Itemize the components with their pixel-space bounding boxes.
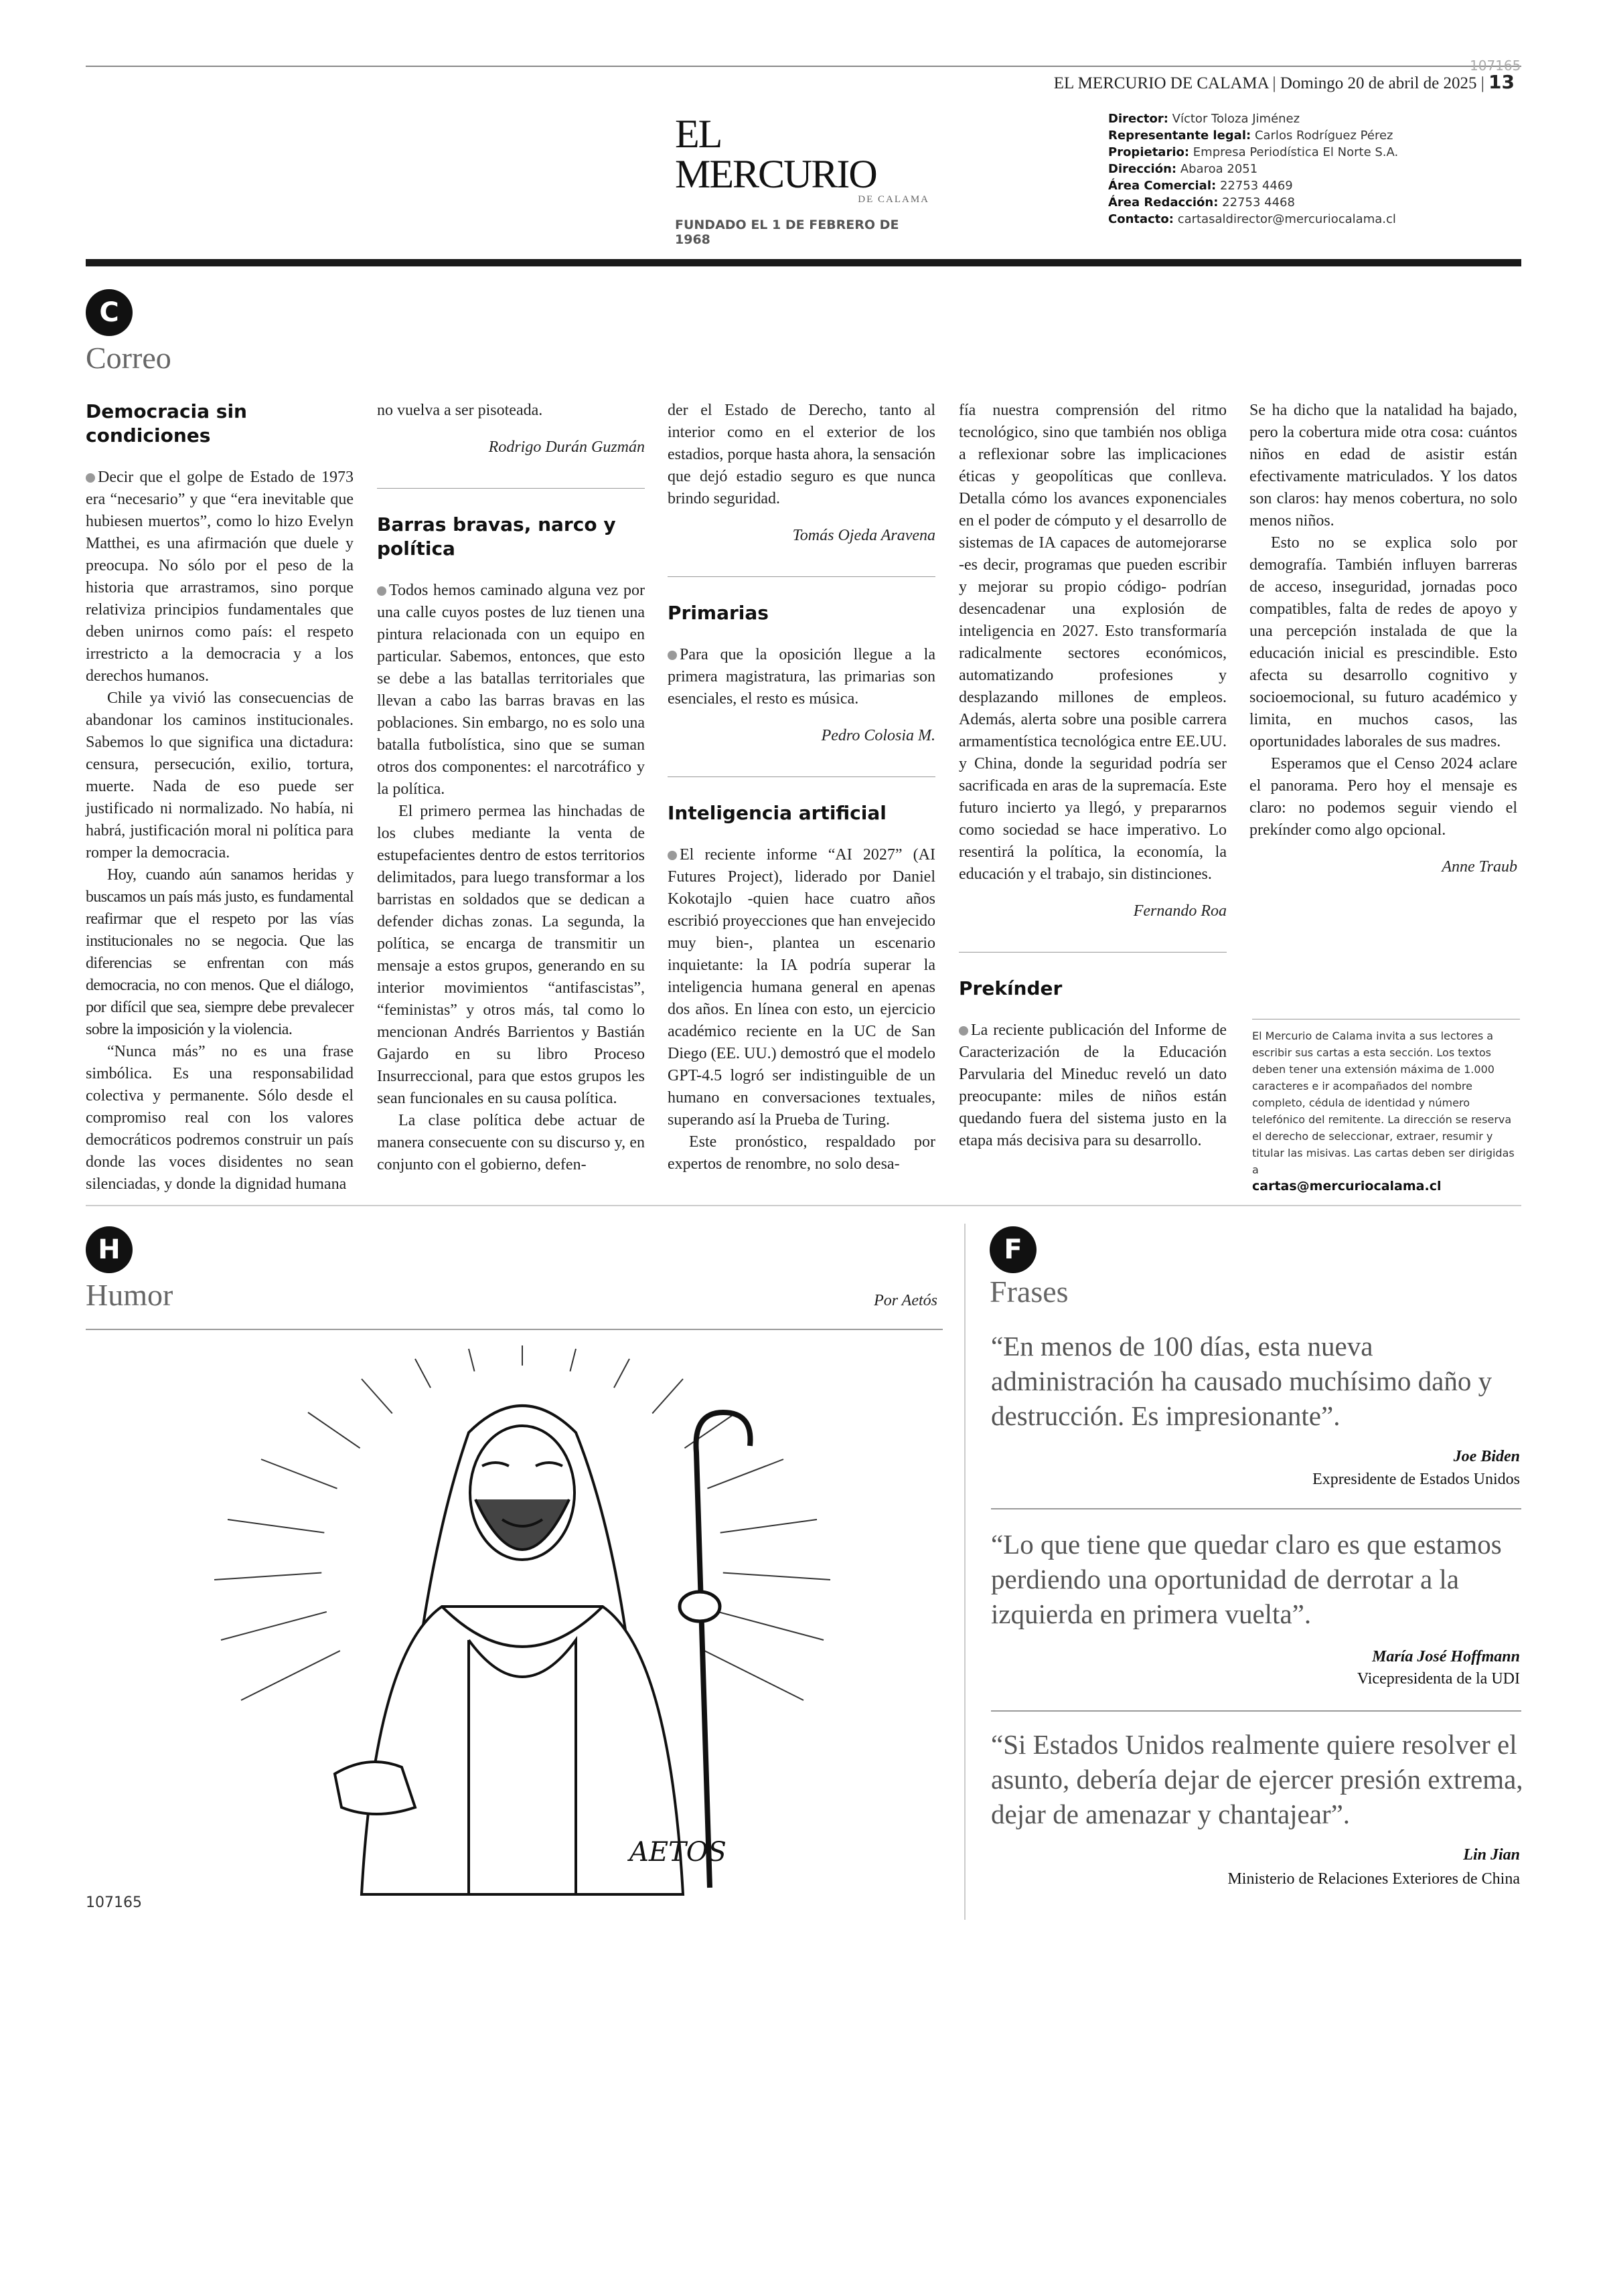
letter-paragraph — [668, 644, 935, 710]
quote-rule — [991, 1508, 1521, 1509]
section-title-correo: Correo — [86, 341, 171, 375]
staff-box — [1108, 110, 1398, 228]
edition-text: EL MERCURIO DE CALAMA | Domingo 20 de abril de 2025 | — [1053, 74, 1484, 92]
column-4 — [959, 400, 1227, 1152]
humor-rule — [86, 1329, 943, 1330]
letter-paragraph: no vuelva a ser pisoteada. — [377, 402, 543, 419]
paragraph-text: Para que la oposición llegue a la primera magistratura, las primarias son esenciales, el resto es música. — [668, 646, 935, 708]
staff-label: Área Redacción: — [1108, 195, 1219, 210]
quote-text: “En menos de 100 días, esta nueva administración ha causado muchísimo daño y destrucción. Es impresionante”. — [991, 1331, 1493, 1431]
cartoon-byline: Por Aetós — [874, 1292, 937, 1309]
edition-line — [1054, 71, 1515, 93]
letter-separator — [668, 576, 935, 577]
staff-value: Víctor Toloza Jiménez — [1172, 112, 1300, 126]
staff-row — [1108, 211, 1398, 228]
cartoon-illustration — [201, 1339, 857, 1901]
staff-label: Director: — [1108, 112, 1168, 126]
bullet-dot — [86, 473, 95, 483]
staff-row — [1108, 161, 1398, 177]
paragraph-text: La reciente publicación del Informe de Caracterización de la Educación Parvularia del Mineduc reveló un dato preocupante: miles de niños están quedando fuera del sistema justo en la etapa más decisiva para su desarrollo. — [959, 1021, 1227, 1149]
letter-paragraph: fía nuestra comprensión del ritmo tecnológico, sino que también nos obliga a reflexionar sobre las implicaciones éticas y geopolíticas que conlleva. Detalla cómo los avances exponenciales en el poder de cómputo y el desarrollo de sistemas de IA capaces de automejorarse -es decir, programas que pueden escribir y mejorar su propio código- podrían desencadenar una explosión de inteligencia en 2027. Esto transformaría radicalmente sectores económicos, automatizando profesiones y desplazando millones de empleos. Además, alerta sobre una posible carrera armamentística tecnológica entre EE.UU. y China, donde la seguridad podría ser sacrificada en aras de la supremacía. Este futuro incierto ya llegó, y prepararnos como sociedad se hace imperativo. Lo resentirá la política, la economía, la educación y el trabajo, sin distinciones. — [959, 402, 1227, 883]
paragraph-text: El reciente informe “AI 2027” (AI Futures Project), liderado por Daniel Kokotajlo -quien hace cuatro años escribió proyecciones que han envejecido muy bien-, plantea un escenario inquietante: la IA podría superar la inteligencia humana general en apenas dos años. En línea con esto, un ejercicio académico reciente en la UC de San Diego (EE. UU.) demostró que el modelo GPT-4.5 logró ser indistinguible de un humano en conversaciones textuales, superando así la Prueba de Turing. — [668, 846, 935, 1129]
masthead-title: EL MERCURIO — [675, 112, 876, 196]
page-id: 107165 — [1470, 58, 1521, 74]
page-code: 107165 — [86, 1894, 142, 1911]
founded-line: FUNDADO EL 1 DE FEBRERO DE 1968 — [675, 218, 899, 247]
notice-email[interactable]: cartas@mercuriocalama.cl — [1252, 1179, 1442, 1194]
letter-paragraph: Hoy, cuando aún sanamos heridas y buscamos un país más justo, es fundamental reafirmar que el respeto por las vías institucionales no se negocia. Que las diferencias se enfrentan con más democracia, no con menos. Que el diálogo, por difícil que sea, siempre debe prevalecer sobre la imposición y la violencia. — [86, 866, 354, 1038]
letter-paragraph — [377, 580, 645, 801]
letter-paragraph — [668, 844, 935, 1131]
staff-row — [1108, 177, 1398, 194]
staff-row — [1108, 144, 1398, 161]
masthead-sub: DE CALAMA — [858, 194, 929, 205]
bullet-dot — [377, 586, 386, 596]
letter-signature: Fernando Roa — [1133, 902, 1227, 920]
vertical-divider — [964, 1224, 966, 1920]
letter-paragraph: “Nunca más” no es una frase simbólica. Es una responsabilidad colectiva y permanente. Sólo desde el compromiso real con los valores democráticos podremos construir un país donde las voces disidentes no sean silenciadas, y donde la dignidad humana — [86, 1043, 354, 1193]
staff-row — [1108, 194, 1398, 211]
bullet-dot — [668, 851, 677, 860]
letter-separator — [377, 488, 645, 489]
paragraph-text: Todos hemos caminado alguna vez por una calle cuyos postes de luz tienen una pintura relacionada con un equipo en particular. Sabemos, entonces, que esto se debe a las batallas territoriales que llevan a cabo las barras bravas en las poblaciones. Sin embargo, no es solo una batalla futbolística, sino que se suman otros dos componentes: el narcotráfico y la política. — [377, 582, 645, 798]
letter-paragraph — [86, 467, 354, 687]
staff-row — [1108, 110, 1398, 127]
letter-signature: Pedro Colosia M. — [821, 727, 935, 744]
letter-paragraph: Esperamos que el Censo 2024 aclare el panorama. Pero hoy el mensaje es claro: no podemos seguir viendo el prekínder como algo opcional. — [1249, 755, 1517, 839]
staff-label: Dirección: — [1108, 162, 1177, 176]
paragraph-text: Decir que el golpe de Estado de 1973 era “necesario” y que “era inevitable que hubiesen muertos”, como lo hizo Evelyn Matthei, es una afirmación que duele y preocupa. No sólo por el peso de la historia que arrastramos, sino porque relativiza principios fundamentales que deben unirnos como país: el respeto irrestricto a la democracia y a los derechos humanos. — [86, 469, 354, 685]
staff-value: Abaroa 2051 — [1180, 162, 1258, 176]
staff-label: Área Comercial: — [1108, 179, 1217, 193]
page-number: 13 — [1488, 71, 1515, 93]
quote-text: “Lo que tiene que quedar claro es que estamos perdiendo una oportunidad de derrotar a la izquierda en primera vuelta”. — [991, 1529, 1502, 1629]
top-rule — [86, 66, 1521, 67]
staff-value: 22753 4469 — [1219, 179, 1293, 193]
section-title-humor: Humor — [86, 1278, 173, 1312]
letter-paragraph: Este pronóstico, respaldado por expertos de renombre, no solo desa- — [668, 1133, 935, 1173]
quote-author: María José Hoffmann — [1372, 1648, 1520, 1665]
quote-role: Expresidente de Estados Unidos — [1312, 1471, 1520, 1488]
letter-signature: Anne Traub — [1442, 858, 1517, 876]
letter-paragraph: der el Estado de Derecho, tanto al interior como en el exterior de los estadios, porque hasta ahora, la sensación que dejó estadio seguro es que nunca brindo seguridad. — [668, 402, 935, 507]
section-letter-h: H — [86, 1226, 133, 1273]
letter-paragraph: Esto no se explica solo por demografía. También influyen barreras de acceso, inseguridad, jornadas poco compatibles, falta de redes de apoyo y una percepción instalada de que la educación inicial es prescindible. Esto afecta su desarrollo cognitivo y socioemocional, su futuro académico y limita, en muchos casos, las oportunidades laborales de sus madres. — [1249, 534, 1517, 750]
staff-value: Empresa Periodística El Norte S.A. — [1193, 145, 1399, 159]
quote-role: Vicepresidenta de la UDI — [1357, 1670, 1520, 1688]
letter-paragraph: La clase política debe actuar de manera consecuente con su discurso y, en conjunto con el gobierno, defen- — [377, 1112, 645, 1173]
section-letter-f: F — [990, 1226, 1037, 1273]
quote-text: “Si Estados Unidos realmente quiere resolver el asunto, debería dejar de ejercer presión extrema, dejar de amenazar y chantajear”. — [991, 1729, 1523, 1829]
letter-title: Primarias — [668, 602, 769, 624]
section-divider — [86, 1205, 1521, 1206]
column-3 — [668, 400, 935, 1175]
column-5 — [1249, 400, 1517, 908]
bullet-dot — [668, 651, 677, 660]
staff-label: Representante legal: — [1108, 129, 1251, 143]
bullet-dot — [959, 1026, 968, 1036]
letter-separator — [959, 952, 1227, 953]
quote-rule — [991, 1710, 1521, 1712]
masthead — [675, 114, 929, 247]
staff-label: Contacto: — [1108, 212, 1174, 226]
letter-separator — [668, 776, 935, 777]
section-title-frases: Frases — [990, 1275, 1069, 1309]
letter-title: Inteligencia artificial — [668, 802, 887, 824]
quote-author: Joe Biden — [1453, 1448, 1520, 1465]
quote-role: Ministerio de Relaciones Exteriores de China — [1227, 1870, 1520, 1888]
letter-paragraph: Se ha dicho que la natalidad ha bajado, pero la cobertura mide otra cosa: cuántos niños en edad de asistir están efectivamente matriculados. Y los datos son claros: hay menos cobertura, no solo menos niños. — [1249, 402, 1517, 529]
cartoon-signature: AETOS — [629, 1837, 726, 1868]
staff-value: 22753 4468 — [1222, 195, 1295, 210]
header-thick-rule — [86, 259, 1521, 266]
letter-paragraph: El primero permea las hinchadas de los clubes mediante la venta de estupefacientes dentro de estos territorios delimitados, para luego transformar a los barristas en soldados que se dedican a defender dichas zonas. La segunda, la política, se encarga de transmitir un mensaje a estos grupos, generando en su interior movimientos “antifascistas”, “feministas” y otros más, tal como lo mencionan Andrés Barrientos y Bastián Gajardo en su libro Proceso Insurreccional, para que estos grupos les sean funcionales en su causa política. — [377, 803, 645, 1107]
letter-title: Democracia sin condiciones — [86, 400, 247, 446]
staff-row — [1108, 127, 1398, 144]
staff-label: Propietario: — [1108, 145, 1190, 159]
quote-author: Lin Jian — [1463, 1846, 1520, 1864]
staff-value[interactable]: cartasaldirector@mercuriocalama.cl — [1177, 212, 1396, 226]
letter-title: Barras bravas, narco y política — [377, 513, 616, 560]
letter-paragraph — [959, 1019, 1227, 1152]
letter-title: Prekínder — [959, 977, 1063, 999]
column-1 — [86, 400, 354, 1196]
letter-paragraph: Chile ya vivió las consecuencias de abandonar los caminos institucionales. Sabemos lo que significa una dictadura: censura, persecución, exilio, tortura, muerte. Nada de eso puede ser justificado ni normalizado. No había, ni habrá, justificación moral ni política para romper la democracia. — [86, 689, 354, 862]
column-2 — [377, 400, 645, 1176]
notice-text: El Mercurio de Calama invita a sus lectores a escribir sus cartas a esta sección. Los textos deben tener una extensión máxima de 1.000 caracteres e ir acompañados del nombre completo, cédula de identidad y número telefónico del remitente. La dirección se reserva el derecho de seleccionar, extraer, resumir y titular las misivas. Las cartas deben ser dirigidas a — [1252, 1030, 1515, 1176]
section-letter-c: C — [86, 289, 133, 336]
letter-signature: Tomás Ojeda Aravena — [792, 527, 935, 544]
readers-notice — [1252, 1028, 1520, 1195]
staff-value: Carlos Rodríguez Pérez — [1254, 129, 1393, 143]
letter-signature: Rodrigo Durán Guzmán — [488, 438, 645, 456]
